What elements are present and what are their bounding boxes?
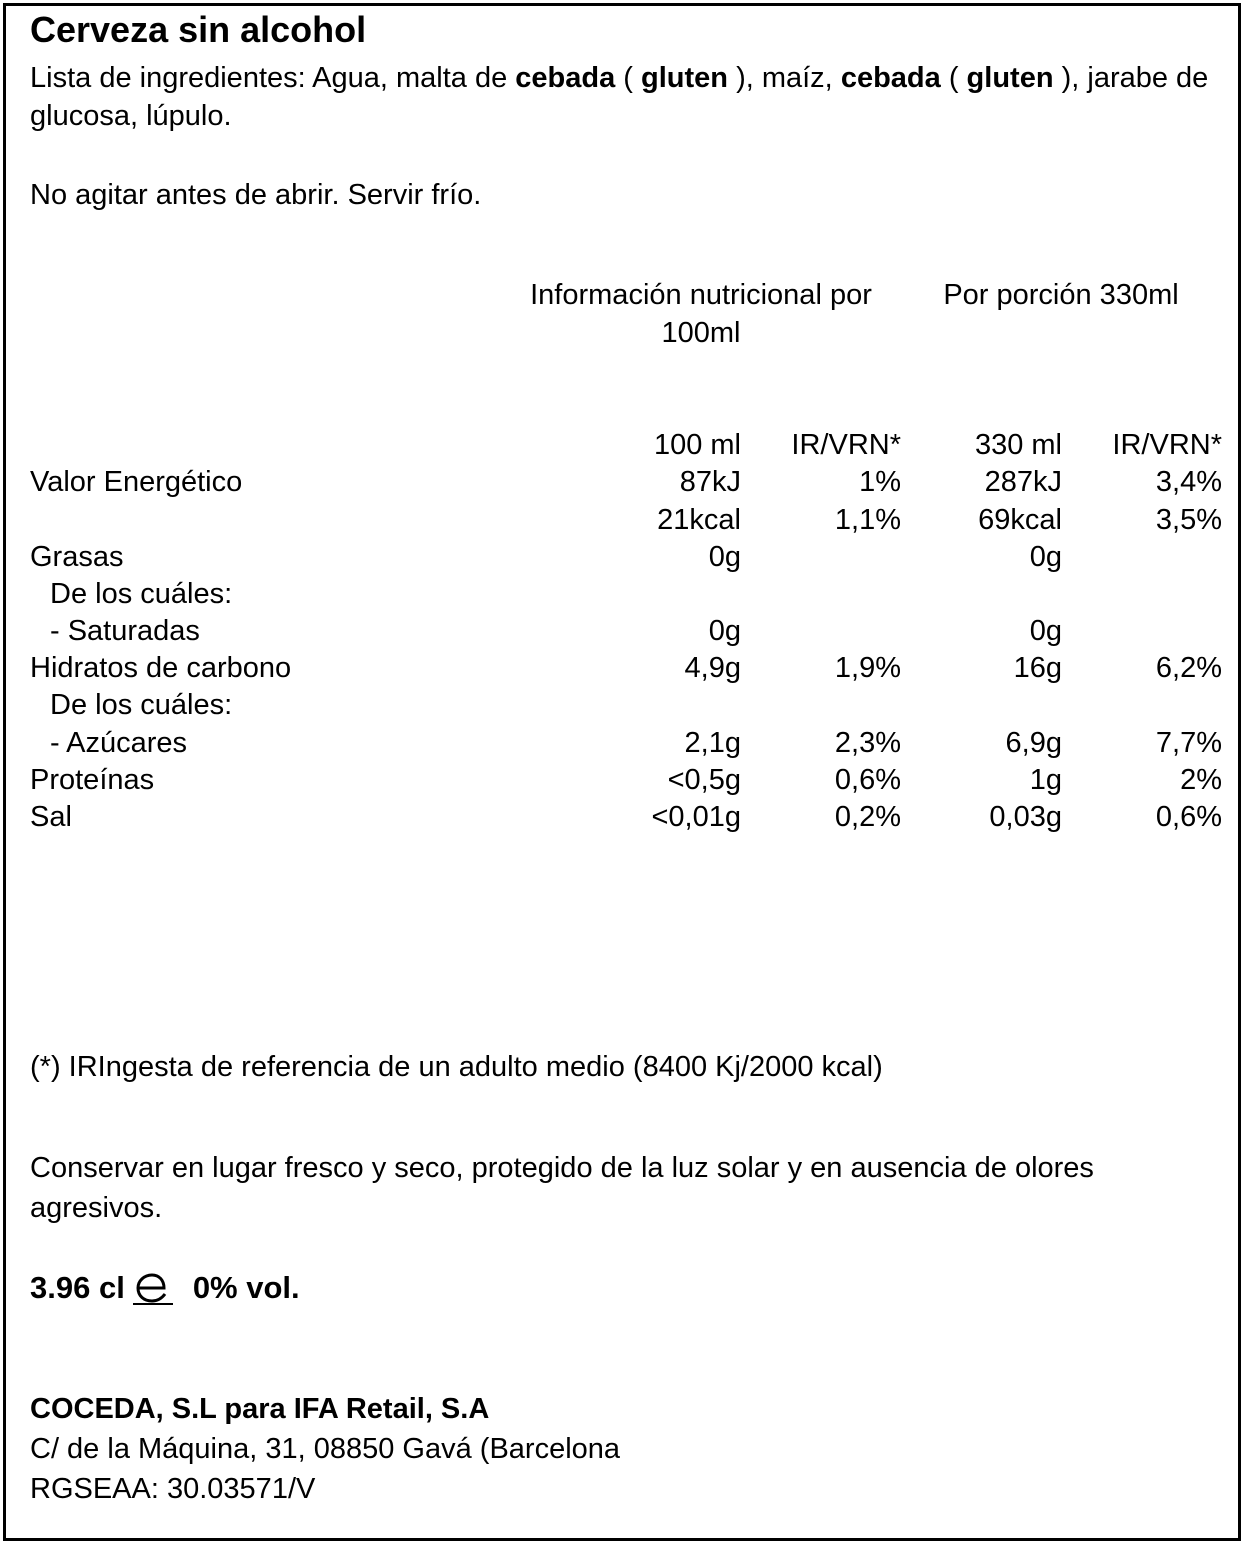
value-330ml: 0g [1029, 615, 1062, 647]
ir-330ml: 3,5% [1155, 504, 1222, 536]
ir-100ml: 1,9% [834, 652, 901, 684]
value-100ml: <0,5g [667, 764, 741, 796]
product-label [3, 3, 1241, 1541]
nutrient-label: De los cuáles: [50, 689, 233, 721]
ir-330ml: 0,6% [1155, 801, 1222, 833]
value-100ml: 0g [708, 615, 741, 647]
reference-intake-footnote: (*) IRIngesta de referencia de un adulto medio (8400 Kj/2000 kcal) [30, 1051, 883, 1083]
nutrition-header-per-portion: Por porción 330ml [943, 279, 1179, 311]
nutrient-label: - Saturadas [50, 615, 200, 647]
ir-330ml: 3,4% [1155, 466, 1222, 498]
ingredients-label: Lista de ingredientes: [30, 62, 306, 94]
value-100ml: 4,9g [684, 652, 741, 684]
value-100ml: 21kcal [657, 504, 741, 536]
value-100ml: 87kJ [679, 466, 741, 498]
value-330ml: 69kcal [978, 504, 1062, 536]
value-330ml: 6,9g [1005, 727, 1062, 759]
nutrient-label: Valor Energético [30, 466, 243, 498]
nutrient-label: - Azúcares [50, 727, 187, 759]
manufacturer-name: COCEDA, S.L para IFA Retail, S.A [30, 1393, 490, 1425]
ingredient-part: ), jarabe de glucosa, lúpulo. [30, 62, 1209, 132]
value-330ml: 0,03g [989, 801, 1062, 833]
manufacturer-address: C/ de la Máquina, 31, 08850 Gavá (Barcelona [30, 1433, 621, 1465]
ir-100ml: 1,1% [834, 504, 901, 536]
ingredient-part: Agua, malta de [305, 62, 516, 94]
ir-330ml: 2% [1180, 764, 1222, 796]
ir-330ml: 7,7% [1155, 727, 1222, 759]
allergen: gluten [641, 62, 729, 94]
ir-100ml: 1% [859, 466, 901, 498]
column-header-ir-330ml: IR/VRN* [1112, 429, 1222, 461]
allergen: gluten [966, 62, 1054, 94]
nutrient-label: De los cuáles: [50, 578, 233, 610]
column-header-ir-100ml: IR/VRN* [791, 429, 901, 461]
product-title: Cerveza sin alcohol [30, 9, 367, 50]
column-header-100ml: 100 ml [653, 429, 741, 461]
nutrient-label: Hidratos de carbono [30, 652, 292, 684]
alcohol-content: 0% vol. [192, 1270, 300, 1305]
ingredient-part: ( [940, 62, 967, 94]
nutrient-label: Proteínas [30, 764, 155, 796]
allergen: cebada [840, 62, 941, 94]
net-quantity: 3.96 cl [30, 1270, 125, 1305]
ir-330ml: 6,2% [1155, 652, 1222, 684]
value-100ml: 2,1g [684, 727, 741, 759]
value-330ml: 1g [1029, 764, 1062, 796]
allergen: cebada [515, 62, 616, 94]
nutrient-label: Grasas [30, 541, 124, 573]
value-330ml: 287kJ [984, 466, 1062, 498]
nutrient-label: Sal [30, 801, 72, 833]
estimated-sign-icon [133, 1271, 173, 1305]
nutrition-header-per-100ml: Información nutricional por 100ml [530, 279, 872, 349]
value-330ml: 16g [1013, 652, 1062, 684]
volume-line [30, 1268, 300, 1308]
handling-instructions: No agitar antes de abrir. Servir frío. [30, 179, 482, 211]
column-header-330ml: 330 ml [974, 429, 1062, 461]
value-330ml: 0g [1029, 541, 1062, 573]
value-100ml: 0g [708, 541, 741, 573]
sanitary-registry: RGSEAA: 30.03571/V [30, 1473, 316, 1505]
ir-100ml: 0,6% [834, 764, 901, 796]
storage-instructions: Conservar en lugar fresco y seco, protegido de la luz solar y en ausencia de olores agresivos. [30, 1152, 1094, 1224]
value-100ml: <0,01g [651, 801, 741, 833]
ingredient-part: ), maíz, [728, 62, 841, 94]
ir-100ml: 0,2% [834, 801, 901, 833]
ingredients-list [30, 59, 1210, 135]
ingredient-part: ( [615, 62, 642, 94]
ir-100ml: 2,3% [834, 727, 901, 759]
